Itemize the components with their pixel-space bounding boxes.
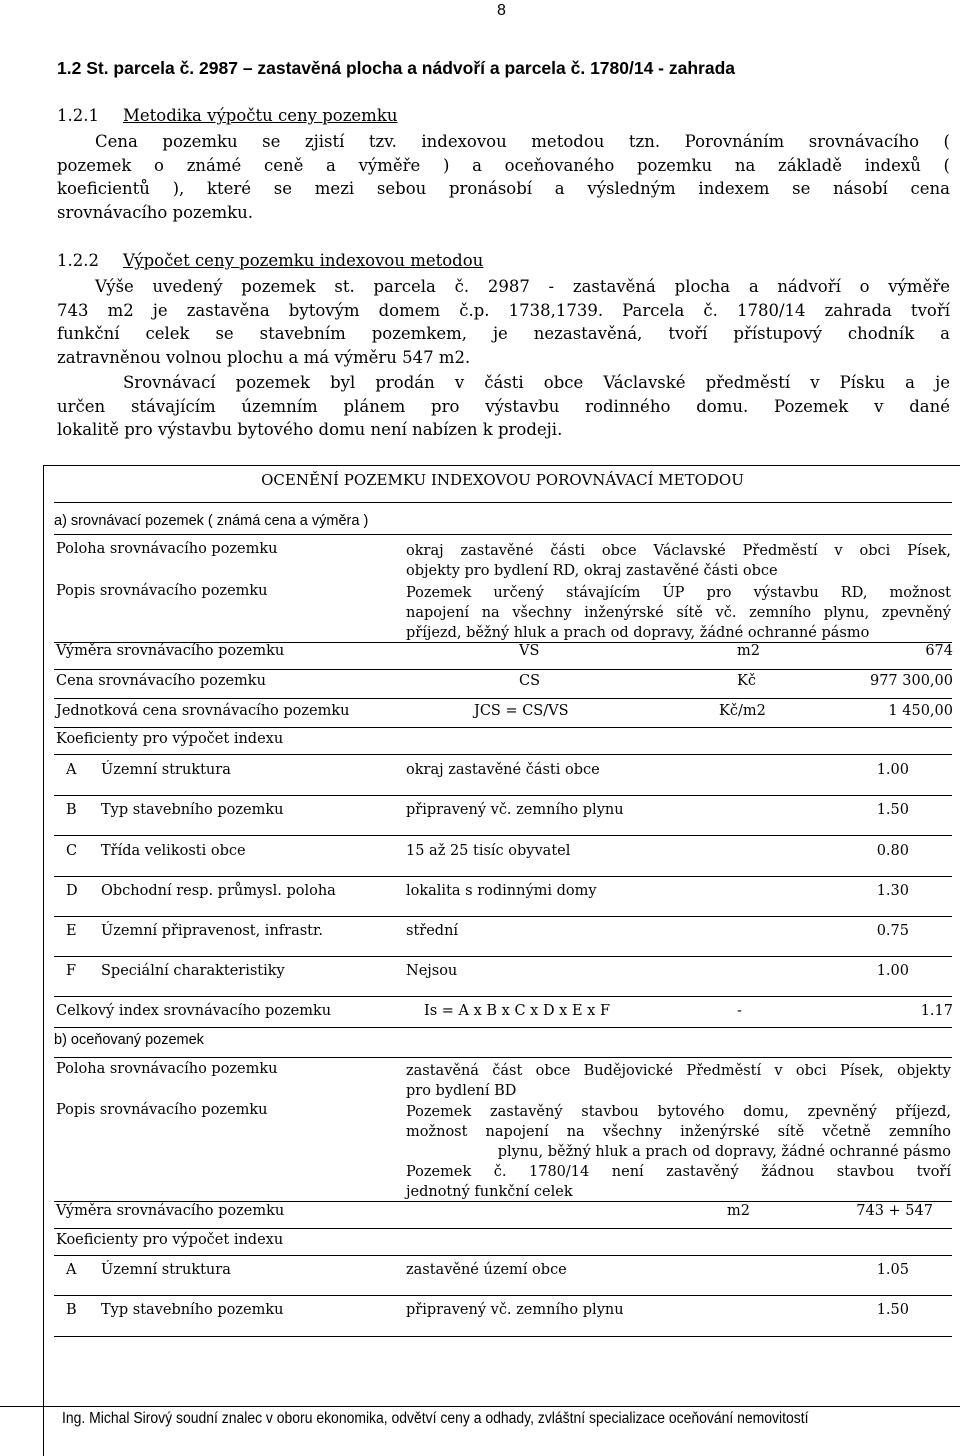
coef-desc: okraj zastavěné části obce [406,762,600,778]
row-divider [54,916,952,917]
description-paragraph [57,275,950,370]
popis-label: Popis srovnávacího pozemku [56,1102,268,1118]
koeficienty-b-label: Koeficienty pro výpočet indexu [56,1232,284,1248]
section-a-label: a) srovnávací pozemek ( známá cena a výměra ) [54,513,369,529]
page-number: 8 [497,2,506,19]
coef-name: Územní struktura [101,1262,231,1278]
row-divider [54,534,952,535]
row-divider [54,956,952,957]
popis-label: Popis srovnávacího pozemku [56,583,268,599]
row-divider [54,1336,952,1337]
heading-1-2-2 [57,251,483,270]
popis-a-value [406,583,951,643]
vymera-symbol: VS [519,643,540,659]
poloha-a-value [406,541,951,581]
row-divider [54,996,952,997]
para-line: Srovnávací pozemek byl prodán v části obce Václavské předměstí v Písku a je [123,373,950,392]
section-b-label: b) oceňovaný pozemek [54,1032,204,1048]
desc-line: zastavěná část obce Budějovické Předměstí v obci Písek, objekty [406,1063,951,1079]
vymera-value: 674 [925,643,953,659]
footer-text: Ing. Michal Sirový soudní znalec v oboru ekonomika, odvětví ceny a odhady, zvláštní specializace oceňování nemovitostí [62,1410,809,1427]
desc-line: Pozemek určený stávajícím ÚP pro výstavbu RD, možnost [406,585,951,601]
row-divider [54,1255,952,1256]
poloha-label: Poloha srovnávacího pozemku [56,541,278,557]
coef-value: 0.75 [876,923,909,939]
valuation-table [43,465,960,1456]
coef-letter: A [66,762,77,778]
row-divider [54,1295,952,1296]
section-title: Metodika výpočtu ceny pozemku [123,106,398,125]
para-line: Cena pozemku se zjistí tzv. indexovou metodou tzn. Porovnáním srovnávacího ( [95,132,950,151]
coef-desc: 15 až 25 tisíc obyvatel [406,843,571,859]
heading-1-2-1 [57,106,397,125]
coef-value: 1.00 [876,963,909,979]
row-divider [54,795,952,796]
coef-value: 0.80 [876,843,909,859]
section-number: 1.2.1 [57,106,99,125]
jednotkova-value: 1 450,00 [888,703,953,719]
coef-desc: připravený vč. zemního plynu [406,802,624,818]
desc-line: jednotný funkční celek [406,1184,573,1200]
para-line: určen stávajícím územním plánem pro výstavbu rodinného domu. Pozemek v dané [57,396,950,416]
jednotkova-unit: Kč/m2 [719,703,766,719]
vymera-b-value: 743 + 547 [856,1203,933,1219]
popis-b-value [406,1102,951,1202]
jednotkova-symbol: JCS = CS/VS [474,703,569,719]
cena-unit: Kč [737,673,756,689]
row-divider [54,698,952,699]
row-divider [54,1027,952,1028]
desc-line: plynu, běžný hluk a prach od dopravy, žádné ochranné pásmo [497,1144,951,1160]
cena-value: 977 300,00 [869,673,953,689]
vymera-b-unit: m2 [727,1203,750,1219]
para-line: koeficientů ), které se mezi sebou pronásobí a výsledným indexem se násobí cena [57,179,950,199]
coef-name: Typ stavebního pozemku [101,802,284,818]
coef-desc: Nejsou [406,963,458,979]
desc-line: Pozemek č. 1780/14 není zastavěný žádnou stavbou tvoří [406,1164,951,1180]
para-line: funkční celek se stavebním pozemkem, je nezastavěná, tvoří přístupový chodník a [57,324,950,344]
coef-name: Obchodní resp. průmysl. poloha [101,883,336,899]
cena-symbol: CS [519,673,541,689]
coef-letter: C [66,843,78,859]
row-divider [54,754,952,755]
vymera-label: Výměra srovnávacího pozemku [56,643,285,659]
vymera-b-label: Výměra srovnávacího pozemku [56,1203,285,1219]
coef-desc: připravený vč. zemního plynu [406,1302,624,1318]
coef-letter: D [66,883,78,899]
comparison-paragraph [57,371,950,442]
row-divider [54,1201,952,1202]
coef-name: Územní připravenost, infrastr. [101,923,323,939]
vymera-unit: m2 [737,643,760,659]
row-divider [54,502,952,503]
coef-letter: A [66,1262,77,1278]
coef-letter: B [66,1302,77,1318]
row-divider [54,835,952,836]
desc-line: pro bydlení BD [406,1083,517,1099]
row-divider [54,876,952,877]
desc-line: Pozemek zastavěný stavbou bytového domu, zpevněný příjezd, [406,1104,951,1120]
coef-name: Územní struktura [101,762,231,778]
coef-value: 1.50 [876,802,909,818]
desc-line: možnost napojení na všechny inženýrské sítě včetně zemního [406,1124,951,1140]
cena-label: Cena srovnávacího pozemku [56,673,266,689]
footer-rule [0,1406,960,1407]
row-divider [54,1228,952,1229]
coef-value: 1.05 [876,1262,909,1278]
coef-name: Třída velikosti obce [101,843,246,859]
method-paragraph [57,130,950,225]
para-line: srovnávacího pozemku. [57,203,254,223]
section-title: Výpočet ceny pozemku indexovou metodou [123,251,484,270]
row-divider [54,727,952,728]
coef-value: 1.30 [876,883,909,899]
para-line: pozemek o známé ceně a výměře ) a oceňovaného pozemku na základě indexů ( [57,155,950,175]
coef-name: Speciální charakteristiky [101,963,285,979]
celkovy-label: Celkový index srovnávacího pozemku [56,1003,332,1019]
para-line: 743 m2 je zastavěna bytovým domem č.p. 1738,1739. Parcela č. 1780/14 zahrada tvoří [57,300,950,320]
table-title: OCENĚNÍ POZEMKU INDEXOVOU POROVNÁVACÍ METODOU [261,471,744,489]
coef-letter: B [66,802,77,818]
coef-name: Typ stavebního pozemku [101,1302,284,1318]
heading-1-2: 1.2 St. parcela č. 2987 – zastavěná plocha a nádvoří a parcela č. 1780/14 - zahrada [57,58,736,78]
coef-letter: E [66,923,77,939]
celkovy-formula: Is = A x B x C x D x E x F [424,1003,611,1019]
poloha-label: Poloha srovnávacího pozemku [56,1061,278,1077]
coef-value: 1.00 [876,762,909,778]
para-line: zatravněnou volnou plochu a má výměru 547 m2. [57,348,471,368]
coef-desc: zastavěné území obce [406,1262,567,1278]
row-divider [54,1057,952,1058]
desc-line: napojení na všechny inženýrské sítě vč. zemního plynu, zpevněný [406,605,951,621]
coef-desc: střední [406,923,459,939]
desc-line: příjezd, běžný hluk a prach od dopravy, žádné ochranné pásmo [406,625,870,641]
para-line: lokalitě pro výstavbu bytového domu není nabízen k prodeji. [57,420,563,440]
section-number: 1.2.2 [57,251,99,270]
row-divider [54,669,952,670]
poloha-b-value [406,1061,951,1101]
para-line: Výše uvedený pozemek st. parcela č. 2987 - zastavěná plocha a nádvoří o výměře [95,277,950,296]
coef-desc: lokalita s rodinnými domy [406,883,597,899]
celkovy-dash: - [737,1003,742,1019]
coef-value: 1.50 [876,1302,909,1318]
jednotkova-label: Jednotková cena srovnávacího pozemku [56,703,350,719]
desc-line: okraj zastavěné části obce Václavské Předměstí v obci Písek, [406,543,951,559]
desc-line: objekty pro bydlení RD, okraj zastavěné části obce [406,563,778,579]
coef-letter: F [66,963,77,979]
celkovy-value: 1.17 [920,1003,953,1019]
koeficienty-label: Koeficienty pro výpočet indexu [56,731,284,747]
